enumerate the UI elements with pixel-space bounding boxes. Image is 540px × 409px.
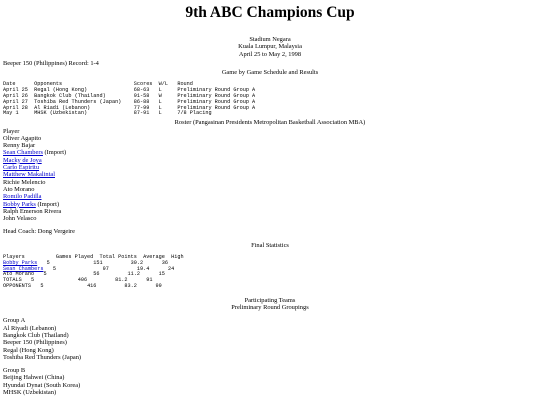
roster-player (3, 135, 537, 142)
stats-row-values: 5 416 83.2 99 (31, 283, 162, 289)
teams-subheading: Preliminary Round Groupings (231, 304, 309, 312)
schedule-row: May 1 MHSK (Uzbekistan) 87-91 L 7/8 Placing (3, 110, 212, 117)
roster-list (3, 128, 537, 236)
schedule-row: April 26 Bangkok Club (Thailand) 91-58 W Preliminary Round Group A (3, 93, 256, 100)
venue-dates: April 25 to May 2, 1998 (238, 50, 302, 58)
roster-player (3, 193, 537, 200)
player-name: Ato Morano (3, 185, 35, 193)
roster-player (3, 149, 537, 156)
roster-player (3, 164, 537, 171)
schedule-header: Date Opponents Scores W/L Round (3, 81, 193, 88)
schedule-heading: Game by Game Schedule and Results (221, 69, 319, 77)
roster-player (3, 171, 537, 178)
page (0, 4, 540, 396)
player-link[interactable]: Macky de Joya (3, 156, 42, 164)
stats-row-values: 5 406 81.2 91 (21, 277, 153, 284)
roster-player (3, 208, 537, 215)
player-link[interactable]: Bobby Parks (3, 200, 36, 208)
player-link[interactable]: Matthew Makalintal (3, 171, 55, 179)
venue-stadium: Stadium Negara (249, 36, 291, 43)
roster-player (3, 201, 537, 208)
record-line: Beeper 150 (Philippines) Record: 1-4 (3, 59, 99, 67)
stats-totals-label: TOTALS (3, 277, 22, 284)
schedule-row: April 25 Regal (Hong Kong) 68-63 L Preliminary Round Group A (3, 87, 256, 94)
team-item: Beeper 150 (Philippines) (3, 339, 67, 347)
group-a (3, 317, 537, 361)
page-title: 9th ABC Champions Cup (185, 4, 355, 21)
player-note: (Import) (35, 200, 60, 208)
player-name: Ralph Emerson Rivera (3, 207, 62, 215)
roster-player (3, 157, 537, 164)
player-name: Renny Bajar (3, 142, 36, 150)
player-link[interactable]: Carlo Espiritu (3, 164, 40, 172)
group-b (3, 367, 537, 396)
player-link[interactable]: Sean Chambers (3, 149, 43, 157)
stats-row-values: 5 56 11.2 15 (34, 271, 165, 278)
schedule-table (3, 82, 537, 117)
roster-heading: Roster (Pangasinan Presidents Metropolitan Basketball Association MBA) (174, 119, 366, 127)
stats-header: Players Games Played Total Points Average High (3, 254, 184, 261)
roster-player (3, 186, 537, 193)
team-item: Bangkok Club (Thailand) (3, 331, 69, 339)
stats-row-values: 5 151 30.2 36 (37, 259, 168, 266)
team-item: Toshiba Red Thunders (Japan) (3, 353, 82, 361)
roster-player (3, 215, 537, 222)
group-label: Group A (3, 317, 26, 325)
roster-label: Player (3, 127, 20, 135)
team-item: Hyundai Dynat (South Korea) (3, 381, 81, 389)
team-item: Beijing Hahwei (China) (3, 374, 65, 382)
stats-opponents-label: OPPONENTS (3, 283, 32, 289)
head-coach: Head Coach: Dong Vergeire (3, 228, 75, 236)
venue-block (3, 36, 537, 58)
player-name: John Velasco (3, 215, 37, 223)
team-item: Regal (Hong Kong) (3, 346, 54, 354)
venue-city: Kuala Lumpur, Malaysia (238, 43, 302, 51)
stats-table (3, 255, 537, 290)
stats-player-link[interactable]: Sean Chambers (3, 265, 44, 272)
stats-heading: Final Statistics (251, 241, 289, 249)
stats-row-values: 5 97 19.4 24 (43, 265, 175, 272)
schedule-row: April 27 Toshiba Red Thunders (Japan) 86-88 L Preliminary Round Group A (3, 98, 256, 105)
player-name: Richie Melencio (3, 178, 46, 186)
team-item: MHSK (Uzbekistan) (3, 389, 57, 397)
player-name: Oliver Agapito (3, 134, 42, 142)
player-link[interactable]: Romilo Padilla (3, 193, 42, 201)
player-note: (Import) (42, 149, 67, 157)
team-item: Al Riyadi (Lebanon) (3, 324, 57, 332)
stats-player-link[interactable]: Bobby Parks (3, 259, 38, 266)
schedule-row: April 28 Al Riadi (Lebanon) 77-99 L Preliminary Round Group A (3, 104, 256, 111)
group-label: Group B (3, 367, 26, 375)
teams-heading: Participating Teams (244, 296, 296, 304)
roster-player (3, 179, 537, 186)
stats-player-name: Ato Morano (3, 271, 35, 278)
roster-player (3, 142, 537, 149)
